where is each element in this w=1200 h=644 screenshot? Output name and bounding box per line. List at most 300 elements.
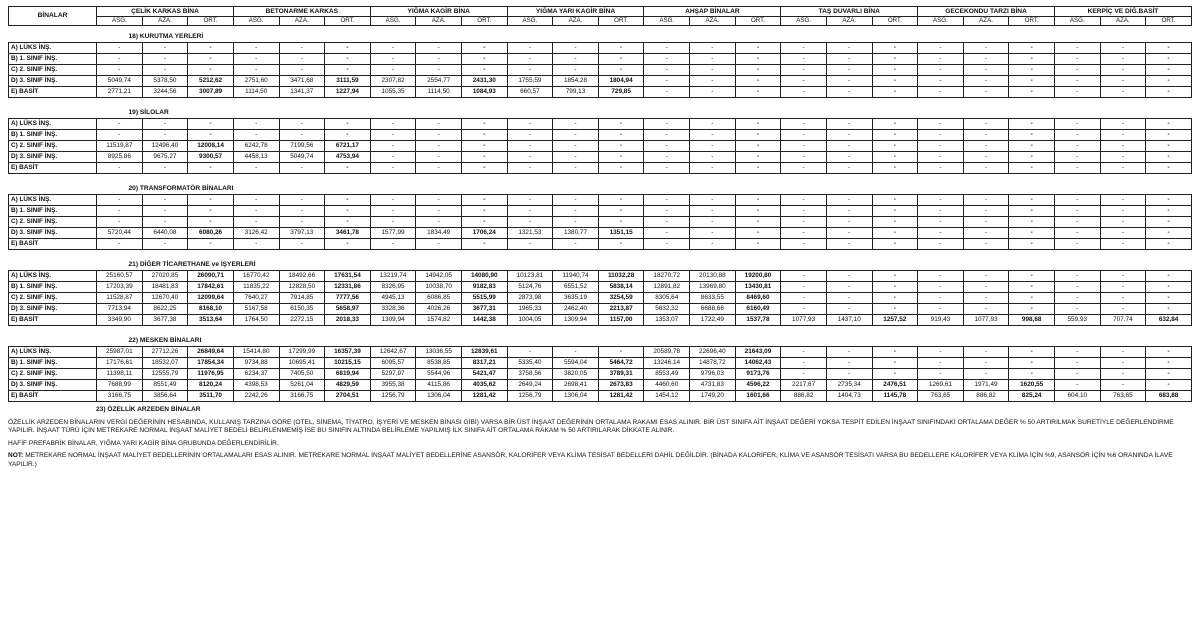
value-cell: 19200,80 <box>735 271 781 282</box>
value-cell: - <box>690 130 736 141</box>
value-cell: - <box>325 65 371 76</box>
table-row <box>9 293 1192 304</box>
value-cell: 3126,42 <box>233 228 279 239</box>
value-cell: 3820,05 <box>553 369 599 380</box>
value-cell: - <box>142 239 188 250</box>
table-row <box>9 391 1192 402</box>
value-cell: - <box>1009 206 1055 217</box>
value-cell: - <box>963 228 1009 239</box>
value-cell: 8168,10 <box>188 304 234 315</box>
row-label: D) 3. SINIF İNŞ. <box>9 152 97 163</box>
notes-paragraph-3 <box>8 452 1192 469</box>
value-cell: 4829,59 <box>325 380 371 391</box>
value-cell: 3007,89 <box>188 87 234 98</box>
value-cell: - <box>872 152 918 163</box>
value-cell: - <box>644 239 690 250</box>
value-cell: - <box>507 152 553 163</box>
table-row <box>9 380 1192 391</box>
sub-header: AZA. <box>279 17 325 26</box>
value-cell: 12008,14 <box>188 141 234 152</box>
section-title: 22) MESKEN BİNALARI <box>128 337 202 344</box>
value-cell: - <box>233 54 279 65</box>
value-cell: - <box>735 217 781 228</box>
value-cell: - <box>781 293 827 304</box>
value-cell: - <box>1100 119 1146 130</box>
value-cell: 26849,64 <box>188 347 234 358</box>
value-cell: - <box>507 206 553 217</box>
table-row <box>9 217 1192 228</box>
value-cell: - <box>918 358 964 369</box>
value-cell: - <box>735 152 781 163</box>
value-cell: - <box>279 65 325 76</box>
value-cell: 998,68 <box>1009 315 1055 326</box>
value-cell: 2476,51 <box>872 380 918 391</box>
value-cell: - <box>553 141 599 152</box>
value-cell: - <box>918 228 964 239</box>
value-cell: - <box>781 228 827 239</box>
value-cell: - <box>872 141 918 152</box>
value-cell: 683,88 <box>1146 391 1192 402</box>
value-cell: - <box>1100 380 1146 391</box>
value-cell: - <box>1054 195 1100 206</box>
value-cell: - <box>279 163 325 174</box>
value-cell: 3471,68 <box>279 76 325 87</box>
value-cell: - <box>690 217 736 228</box>
value-cell: - <box>826 54 872 65</box>
value-cell: - <box>1054 65 1100 76</box>
spacer-row <box>9 326 1192 337</box>
value-cell: - <box>1009 163 1055 174</box>
value-cell: 799,13 <box>553 87 599 98</box>
value-cell: - <box>233 239 279 250</box>
value-cell: 660,57 <box>507 87 553 98</box>
value-cell: - <box>781 65 827 76</box>
value-cell: 14878,72 <box>690 358 736 369</box>
value-cell: 6721,17 <box>325 141 371 152</box>
table-row <box>9 206 1192 217</box>
value-cell: - <box>872 119 918 130</box>
value-cell: 559,93 <box>1054 315 1100 326</box>
sub-header: AZA. <box>1100 17 1146 26</box>
value-cell: - <box>918 304 964 315</box>
value-cell: - <box>781 217 827 228</box>
value-cell: 886,82 <box>781 391 827 402</box>
value-cell: 16770,42 <box>233 271 279 282</box>
value-cell: - <box>735 228 781 239</box>
table-row <box>9 152 1192 163</box>
value-cell: 9173,76 <box>735 369 781 380</box>
value-cell: - <box>872 65 918 76</box>
value-cell: - <box>188 130 234 141</box>
value-cell: 2554,77 <box>416 76 462 87</box>
value-cell: 1353,07 <box>644 315 690 326</box>
row-label: E) BASİT <box>9 239 97 250</box>
value-cell: - <box>690 141 736 152</box>
value-cell: 1854,28 <box>553 76 599 87</box>
value-cell: - <box>507 141 553 152</box>
value-cell: 3461,78 <box>325 228 371 239</box>
value-cell: 2771,21 <box>97 87 143 98</box>
value-cell: 4398,53 <box>233 380 279 391</box>
value-cell: 5212,62 <box>188 76 234 87</box>
value-cell: - <box>872 239 918 250</box>
sub-header: AZA. <box>553 17 599 26</box>
value-cell: - <box>1009 293 1055 304</box>
value-cell: - <box>826 206 872 217</box>
value-cell: - <box>325 195 371 206</box>
value-cell: - <box>416 217 462 228</box>
table-row <box>9 271 1192 282</box>
value-cell: - <box>1100 163 1146 174</box>
value-cell: - <box>781 163 827 174</box>
row-label: B) 1. SINIF İNŞ. <box>9 358 97 369</box>
value-cell: - <box>826 119 872 130</box>
note-label: NOT: <box>8 452 24 460</box>
value-cell: - <box>735 119 781 130</box>
section-title: 21) DİĞER TİCARETHANE ve İŞYERLERİ <box>128 261 256 268</box>
value-cell: - <box>370 152 416 163</box>
value-cell: - <box>370 65 416 76</box>
value-cell: - <box>963 347 1009 358</box>
value-cell: 12331,86 <box>325 282 371 293</box>
value-cell: 3349,90 <box>97 315 143 326</box>
value-cell: 1601,66 <box>735 391 781 402</box>
value-cell: - <box>461 239 507 250</box>
value-cell: - <box>1100 206 1146 217</box>
value-cell: - <box>644 141 690 152</box>
value-cell: 1055,35 <box>370 87 416 98</box>
value-cell: - <box>416 119 462 130</box>
value-cell: - <box>872 358 918 369</box>
value-cell: 3955,38 <box>370 380 416 391</box>
value-cell: - <box>918 163 964 174</box>
value-cell: 6688,66 <box>690 304 736 315</box>
value-cell: - <box>963 130 1009 141</box>
value-cell: - <box>644 87 690 98</box>
sub-header: ORT. <box>872 17 918 26</box>
value-cell: - <box>233 195 279 206</box>
value-cell: - <box>826 293 872 304</box>
sub-header: ORT. <box>1009 17 1055 26</box>
spacer-cell <box>9 98 1192 109</box>
value-cell: - <box>690 65 736 76</box>
sub-header: ORT. <box>598 17 644 26</box>
value-cell: - <box>279 206 325 217</box>
value-cell: - <box>1009 76 1055 87</box>
value-cell: 18481,83 <box>142 282 188 293</box>
value-cell: - <box>872 282 918 293</box>
value-cell: 5464,72 <box>598 358 644 369</box>
value-cell: - <box>461 130 507 141</box>
value-cell: 5335,40 <box>507 358 553 369</box>
value-cell: - <box>918 239 964 250</box>
value-cell: - <box>781 304 827 315</box>
value-cell: - <box>690 76 736 87</box>
value-cell: - <box>781 282 827 293</box>
value-cell: 7199,56 <box>279 141 325 152</box>
value-cell: 6160,49 <box>735 304 781 315</box>
sub-header: ORT. <box>325 17 371 26</box>
value-cell: - <box>690 163 736 174</box>
value-cell: - <box>735 87 781 98</box>
value-cell: 11528,87 <box>97 293 143 304</box>
value-cell: 1574,82 <box>416 315 462 326</box>
value-cell: - <box>1146 195 1192 206</box>
table-row <box>9 119 1192 130</box>
value-cell: - <box>461 217 507 228</box>
value-cell: - <box>325 43 371 54</box>
value-cell: - <box>918 87 964 98</box>
value-cell: 3797,13 <box>279 228 325 239</box>
section-title-row <box>9 184 1192 195</box>
value-cell: - <box>97 130 143 141</box>
value-cell: 1281,42 <box>598 391 644 402</box>
value-cell: 4596,22 <box>735 380 781 391</box>
value-cell: - <box>142 217 188 228</box>
value-cell: 1114,50 <box>233 87 279 98</box>
value-cell: 1965,33 <box>507 304 553 315</box>
value-cell: - <box>370 43 416 54</box>
value-cell: 6551,52 <box>553 282 599 293</box>
value-cell: - <box>826 228 872 239</box>
value-cell: - <box>416 65 462 76</box>
value-cell: - <box>872 206 918 217</box>
group-header: AHŞAP BİNALAR <box>644 7 781 17</box>
value-cell: - <box>781 206 827 217</box>
row-label: D) 3. SINIF İNŞ. <box>9 380 97 391</box>
value-cell: 1004,05 <box>507 315 553 326</box>
value-cell: - <box>1009 130 1055 141</box>
value-cell: - <box>233 217 279 228</box>
value-cell: - <box>142 163 188 174</box>
value-cell: - <box>781 119 827 130</box>
value-cell: 27020,85 <box>142 271 188 282</box>
sub-header: ASG. <box>1054 17 1100 26</box>
value-cell: - <box>416 152 462 163</box>
value-cell: - <box>1054 43 1100 54</box>
value-cell: 2873,98 <box>507 293 553 304</box>
value-cell: 3244,56 <box>142 87 188 98</box>
value-cell: - <box>781 358 827 369</box>
value-cell: 4731,83 <box>690 380 736 391</box>
value-cell: 1706,24 <box>461 228 507 239</box>
value-cell: - <box>598 54 644 65</box>
value-cell: 4115,86 <box>416 380 462 391</box>
sub-header: ASG. <box>507 17 553 26</box>
value-cell: - <box>781 347 827 358</box>
value-cell: 8120,24 <box>188 380 234 391</box>
value-cell: - <box>1009 271 1055 282</box>
value-cell: - <box>598 195 644 206</box>
value-cell: - <box>1146 271 1192 282</box>
value-cell: 1577,99 <box>370 228 416 239</box>
value-cell: - <box>507 130 553 141</box>
value-cell: - <box>918 195 964 206</box>
value-cell: 9796,03 <box>690 369 736 380</box>
value-cell: - <box>553 65 599 76</box>
value-cell: 3856,64 <box>142 391 188 402</box>
value-cell: - <box>1100 43 1146 54</box>
value-cell: - <box>188 163 234 174</box>
value-cell: - <box>1100 358 1146 369</box>
row-label: C) 2. SINIF İNŞ. <box>9 293 97 304</box>
value-cell: - <box>1009 347 1055 358</box>
value-cell: - <box>97 217 143 228</box>
value-cell: - <box>644 54 690 65</box>
value-cell: - <box>233 65 279 76</box>
value-cell: - <box>735 65 781 76</box>
table-row <box>9 76 1192 87</box>
value-cell: - <box>963 152 1009 163</box>
value-cell: - <box>872 293 918 304</box>
value-cell: - <box>826 195 872 206</box>
value-cell: - <box>963 54 1009 65</box>
value-cell: 8622,25 <box>142 304 188 315</box>
value-cell: 1722,49 <box>690 315 736 326</box>
value-cell: - <box>1146 304 1192 315</box>
value-cell: - <box>963 282 1009 293</box>
spacer-row <box>9 250 1192 261</box>
value-cell: - <box>872 76 918 87</box>
value-cell: 13969,80 <box>690 282 736 293</box>
value-cell: - <box>826 369 872 380</box>
row-label: D) 3. SINIF İNŞ. <box>9 76 97 87</box>
value-cell: 2735,34 <box>826 380 872 391</box>
value-cell: - <box>507 195 553 206</box>
value-cell: 3513,64 <box>188 315 234 326</box>
value-cell: - <box>826 347 872 358</box>
value-cell: - <box>644 65 690 76</box>
value-cell: 11976,95 <box>188 369 234 380</box>
value-cell: 6819,94 <box>325 369 371 380</box>
value-cell: 14942,05 <box>416 271 462 282</box>
value-cell: - <box>735 130 781 141</box>
value-cell: 8469,60 <box>735 293 781 304</box>
value-cell: - <box>370 130 416 141</box>
value-cell: 6080,26 <box>188 228 234 239</box>
value-cell: - <box>1146 347 1192 358</box>
row-label: A) LÜKS İNŞ. <box>9 347 97 358</box>
value-cell: 10123,81 <box>507 271 553 282</box>
value-cell: - <box>325 206 371 217</box>
value-cell: 1306,04 <box>553 391 599 402</box>
value-cell: - <box>1009 369 1055 380</box>
value-cell: - <box>1054 130 1100 141</box>
value-cell: - <box>461 65 507 76</box>
value-cell: - <box>370 163 416 174</box>
value-cell: 919,43 <box>918 315 964 326</box>
value-cell: 20589,78 <box>644 347 690 358</box>
value-cell: 3254,59 <box>598 293 644 304</box>
value-cell: - <box>872 271 918 282</box>
row-label: C) 2. SINIF İNŞ. <box>9 65 97 76</box>
value-cell: - <box>370 217 416 228</box>
value-cell: - <box>690 87 736 98</box>
row-label: B) 1. SINIF İNŞ. <box>9 282 97 293</box>
value-cell: - <box>325 217 371 228</box>
value-cell: 5049,74 <box>97 76 143 87</box>
value-cell: 6095,57 <box>370 358 416 369</box>
spacer-cell <box>9 326 1192 337</box>
value-cell: - <box>644 119 690 130</box>
value-cell: - <box>872 54 918 65</box>
row-label: C) 2. SINIF İNŞ. <box>9 217 97 228</box>
value-cell: 9182,83 <box>461 282 507 293</box>
value-cell: - <box>872 130 918 141</box>
value-cell: 20130,88 <box>690 271 736 282</box>
value-cell: 3789,31 <box>598 369 644 380</box>
value-cell: - <box>1009 54 1055 65</box>
value-cell: - <box>598 152 644 163</box>
value-cell: 2462,40 <box>553 304 599 315</box>
value-cell: 17203,39 <box>97 282 143 293</box>
value-cell: - <box>644 217 690 228</box>
value-cell: - <box>553 152 599 163</box>
value-cell: - <box>279 43 325 54</box>
value-cell: - <box>1100 76 1146 87</box>
value-cell: 3511,70 <box>188 391 234 402</box>
value-cell: - <box>826 271 872 282</box>
value-cell: - <box>1146 380 1192 391</box>
value-cell: 6150,35 <box>279 304 325 315</box>
value-cell: - <box>963 369 1009 380</box>
value-cell: 1145,78 <box>872 391 918 402</box>
value-cell: 12555,79 <box>142 369 188 380</box>
value-cell: - <box>872 195 918 206</box>
value-cell: 1114,50 <box>416 87 462 98</box>
row-label: A) LÜKS İNŞ. <box>9 271 97 282</box>
value-cell: 11940,74 <box>553 271 599 282</box>
value-cell: - <box>1100 130 1146 141</box>
value-cell: - <box>1009 239 1055 250</box>
value-cell: 13036,55 <box>416 347 462 358</box>
value-cell: - <box>690 195 736 206</box>
value-cell: 1309,94 <box>370 315 416 326</box>
value-cell: - <box>598 119 644 130</box>
value-cell: - <box>735 239 781 250</box>
value-cell: 1306,04 <box>416 391 462 402</box>
value-cell: - <box>553 163 599 174</box>
value-cell: 2307,82 <box>370 76 416 87</box>
value-cell: - <box>918 293 964 304</box>
value-cell: 1380,77 <box>553 228 599 239</box>
value-cell: 1971,49 <box>963 380 1009 391</box>
value-cell: - <box>507 43 553 54</box>
value-cell: 9675,27 <box>142 152 188 163</box>
value-cell: - <box>781 239 827 250</box>
table-row <box>9 347 1192 358</box>
value-cell: - <box>507 119 553 130</box>
value-cell: 2673,83 <box>598 380 644 391</box>
value-cell: 4460,60 <box>644 380 690 391</box>
value-cell: - <box>690 54 736 65</box>
value-cell: - <box>416 141 462 152</box>
spacer-cell <box>9 174 1192 185</box>
value-cell: 12891,82 <box>644 282 690 293</box>
value-cell: - <box>461 54 507 65</box>
value-cell: - <box>1009 65 1055 76</box>
value-cell: - <box>598 217 644 228</box>
value-cell: - <box>1009 228 1055 239</box>
value-cell: 886,82 <box>963 391 1009 402</box>
value-cell: 729,85 <box>598 87 644 98</box>
value-cell: 2649,24 <box>507 380 553 391</box>
value-cell: - <box>1054 271 1100 282</box>
table-row <box>9 195 1192 206</box>
value-cell: - <box>188 206 234 217</box>
value-cell: - <box>1146 293 1192 304</box>
value-cell: 4035,62 <box>461 380 507 391</box>
